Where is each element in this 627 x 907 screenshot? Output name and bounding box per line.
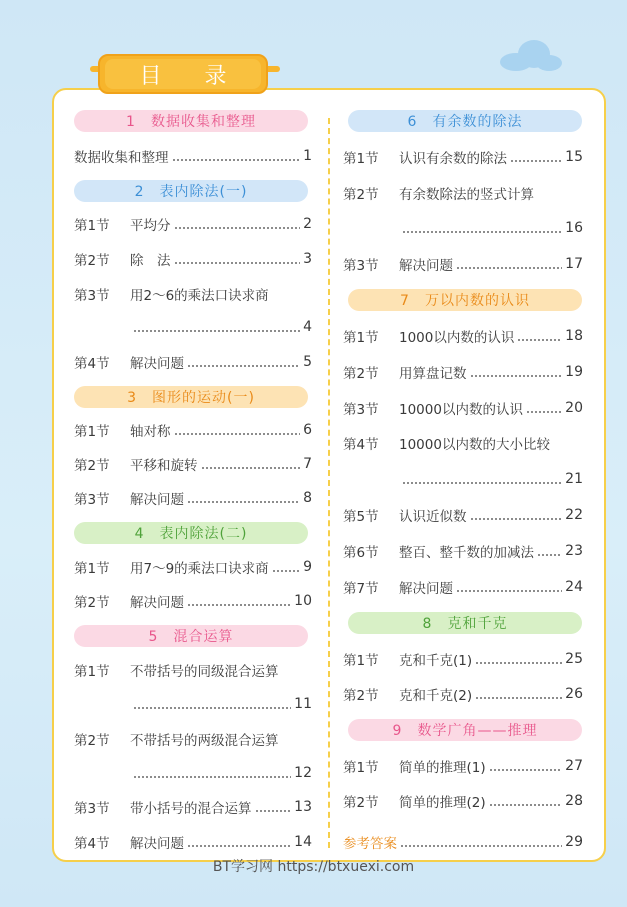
entry-page: 1 <box>303 148 312 164</box>
toc-entry[interactable] <box>343 756 583 776</box>
entry-page: 15 <box>565 149 583 165</box>
entry-section: 第3节 <box>74 492 110 508</box>
leader-dots <box>187 365 300 367</box>
leader-dots <box>475 697 562 699</box>
toc-entry[interactable] <box>343 577 583 597</box>
toc-entry-continuation[interactable] <box>130 763 312 783</box>
entry-name: 轴对称 <box>130 424 171 440</box>
leader-dots <box>470 375 563 377</box>
entry-page: 24 <box>565 579 583 595</box>
entry-page: 21 <box>565 471 583 487</box>
entry-section: 第1节 <box>343 760 379 776</box>
toc-entry[interactable] <box>343 791 583 811</box>
column-divider <box>328 118 330 848</box>
entry-name: 解决问题 <box>130 492 184 508</box>
entry-page: 25 <box>565 651 583 667</box>
leader-dots <box>133 330 300 332</box>
toc-entry[interactable] <box>343 541 583 561</box>
toc-entry[interactable] <box>74 420 312 440</box>
entry-name: 简单的推理(1) <box>399 760 486 776</box>
entry-name: 不带括号的两级混合运算 <box>130 733 279 749</box>
toc-entry[interactable] <box>74 146 312 166</box>
toc-entry[interactable] <box>74 249 312 269</box>
entry-name: 不带括号的同级混合运算 <box>130 664 279 680</box>
unit-heading-8[interactable]: 8 克和千克 <box>348 612 582 634</box>
unit-heading-4[interactable]: 4 表内除法(二) <box>74 522 308 544</box>
toc-entry[interactable] <box>74 284 312 304</box>
leader-dots <box>272 570 300 572</box>
entry-section: 第2节 <box>343 366 379 382</box>
entry-section: 第1节 <box>343 330 379 346</box>
entry-section: 第3节 <box>74 288 110 304</box>
unit-heading-5[interactable]: 5 混合运算 <box>74 625 308 647</box>
entry-name: 解决问题 <box>399 258 453 274</box>
leader-dots <box>255 810 292 812</box>
entry-page: 7 <box>303 456 312 472</box>
entry-name: 10000以内数的认识 <box>399 402 523 418</box>
toc-entry[interactable] <box>343 147 583 167</box>
entry-section: 第3节 <box>343 258 379 274</box>
entry-page: 22 <box>565 507 583 523</box>
leader-dots <box>537 554 562 556</box>
entry-section: 第1节 <box>343 151 379 167</box>
entry-name: 有余数除法的竖式计算 <box>399 187 534 203</box>
entry-page: 17 <box>565 256 583 272</box>
entry-page: 4 <box>303 319 312 335</box>
entry-page: 14 <box>294 834 312 850</box>
entry-section: 第2节 <box>74 458 110 474</box>
unit-heading-9[interactable]: 9 数学广角——推理 <box>348 719 582 741</box>
leader-dots <box>489 804 563 806</box>
leader-dots <box>187 604 291 606</box>
entry-section: 第2节 <box>343 688 379 704</box>
leader-dots <box>174 227 301 229</box>
entry-name: 克和千克(2) <box>399 688 473 704</box>
leader-dots <box>174 262 301 264</box>
leader-dots <box>470 518 563 520</box>
leader-dots <box>187 501 300 503</box>
leader-dots <box>174 433 301 435</box>
entry-page: 26 <box>565 686 583 702</box>
entry-section: 第4节 <box>74 836 110 852</box>
leader-dots <box>489 769 563 771</box>
entry-name: 用算盘记数 <box>399 366 467 382</box>
entry-name: 解决问题 <box>399 581 453 597</box>
entry-name: 解决问题 <box>130 595 184 611</box>
unit-heading-6[interactable]: 6 有余数的除法 <box>348 110 582 132</box>
unit-heading-1[interactable]: 1 数据收集和整理 <box>74 110 308 132</box>
leader-dots <box>172 159 301 161</box>
entry-section: 第3节 <box>74 801 110 817</box>
entry-page: 6 <box>303 422 312 438</box>
toc-entry[interactable] <box>343 398 583 418</box>
toc-entry[interactable] <box>343 505 583 525</box>
entry-page: 18 <box>565 328 583 344</box>
entry-section: 第2节 <box>74 253 110 269</box>
entry-name: 用7～9的乘法口诀求商 <box>130 561 269 577</box>
leader-dots <box>133 707 291 709</box>
entry-section: 第2节 <box>74 595 110 611</box>
toc-entry-continuation[interactable] <box>130 317 312 337</box>
toc-entry[interactable] <box>343 183 583 203</box>
entry-name: 带小括号的混合运算 <box>130 801 252 817</box>
toc-entry[interactable] <box>74 557 312 577</box>
leader-dots <box>517 339 562 341</box>
entry-section: 第3节 <box>343 402 379 418</box>
entry-section: 第7节 <box>343 581 379 597</box>
entry-page: 28 <box>565 793 583 809</box>
leader-dots <box>526 411 562 413</box>
entry-page: 11 <box>294 696 312 712</box>
entry-name: 认识有余数的除法 <box>399 151 507 167</box>
toc-entry-continuation[interactable] <box>399 469 583 489</box>
entry-page: 5 <box>303 354 312 370</box>
entry-page: 19 <box>565 364 583 380</box>
entry-name: 数据收集和整理 <box>74 150 169 166</box>
entry-page: 2 <box>303 216 312 232</box>
toc-entry[interactable] <box>74 832 312 852</box>
toc-entry[interactable] <box>343 433 583 453</box>
entry-page: 12 <box>294 765 312 781</box>
page-title: 目 录 <box>105 59 261 89</box>
leader-dots <box>187 845 291 847</box>
toc-entry[interactable] <box>343 254 583 274</box>
entry-name: 简单的推理(2) <box>399 795 486 811</box>
entry-section: 第2节 <box>343 187 379 203</box>
cloud-icon <box>494 38 564 72</box>
watermark: BT学习网 https://btxuexi.com <box>212 859 415 875</box>
leader-dots <box>201 467 301 469</box>
title-tab <box>98 54 268 94</box>
entry-name: 认识近似数 <box>399 509 467 525</box>
unit-heading-2[interactable]: 2 表内除法(一) <box>74 180 308 202</box>
entry-page: 27 <box>565 758 583 774</box>
entry-name: 整百、整千数的加减法 <box>399 545 534 561</box>
entry-section: 第1节 <box>74 561 110 577</box>
entry-page: 8 <box>303 490 312 506</box>
leader-dots <box>510 160 562 162</box>
toc-entry[interactable] <box>74 454 312 474</box>
leader-dots <box>402 231 562 233</box>
toc-entry[interactable] <box>343 326 583 346</box>
entry-section: 第6节 <box>343 545 379 561</box>
leader-dots <box>133 776 291 778</box>
leader-dots <box>400 845 562 847</box>
entry-page: 9 <box>303 559 312 575</box>
entry-section: 第2节 <box>74 733 110 749</box>
entry-section: 第1节 <box>74 424 110 440</box>
entry-name: 用2～6的乘法口诀求商 <box>130 288 269 304</box>
toc-entry[interactable] <box>74 591 312 611</box>
toc-entry-continuation[interactable] <box>130 694 312 714</box>
entry-page: 16 <box>565 220 583 236</box>
entry-name: 解决问题 <box>130 836 184 852</box>
entry-section: 第1节 <box>74 218 110 234</box>
entry-name: 1000以内数的认识 <box>399 330 515 346</box>
entry-section: 第4节 <box>343 437 379 453</box>
entry-name: 平均分 <box>130 218 171 234</box>
entry-page: 20 <box>565 400 583 416</box>
entry-name: 解决问题 <box>130 356 184 372</box>
toc-entry[interactable] <box>343 649 583 669</box>
toc-entry[interactable] <box>74 660 312 680</box>
toc-entry[interactable] <box>74 729 312 749</box>
unit-heading-7[interactable]: 7 万以内数的认识 <box>348 289 582 311</box>
leader-dots <box>456 590 562 592</box>
entry-name: 10000以内数的大小比较 <box>399 437 550 453</box>
toc-entry-answers[interactable] <box>343 832 583 852</box>
entry-name: 克和千克(1) <box>399 653 473 669</box>
leader-dots <box>475 662 562 664</box>
toc-entry[interactable] <box>74 797 312 817</box>
entry-section: 第4节 <box>74 356 110 372</box>
entry-page: 23 <box>565 543 583 559</box>
entry-name: 平移和旋转 <box>130 458 198 474</box>
toc-entry[interactable] <box>343 362 583 382</box>
entry-section: 第5节 <box>343 509 379 525</box>
toc-entry[interactable] <box>74 214 312 234</box>
toc-entry-continuation[interactable] <box>399 218 583 238</box>
entry-page: 29 <box>565 834 583 850</box>
toc-entry[interactable] <box>74 352 312 372</box>
leader-dots <box>456 267 562 269</box>
entry-name: 除 法 <box>130 253 171 269</box>
entry-page: 13 <box>294 799 312 815</box>
entry-section: 第1节 <box>343 653 379 669</box>
entry-name: 参考答案 <box>343 836 397 852</box>
toc-entry[interactable] <box>343 684 583 704</box>
leader-dots <box>402 482 562 484</box>
entry-section: 第1节 <box>74 664 110 680</box>
toc-entry[interactable] <box>74 488 312 508</box>
entry-section: 第2节 <box>343 795 379 811</box>
entry-page: 10 <box>294 593 312 609</box>
unit-heading-3[interactable]: 3 图形的运动(一) <box>74 386 308 408</box>
entry-page: 3 <box>303 251 312 267</box>
